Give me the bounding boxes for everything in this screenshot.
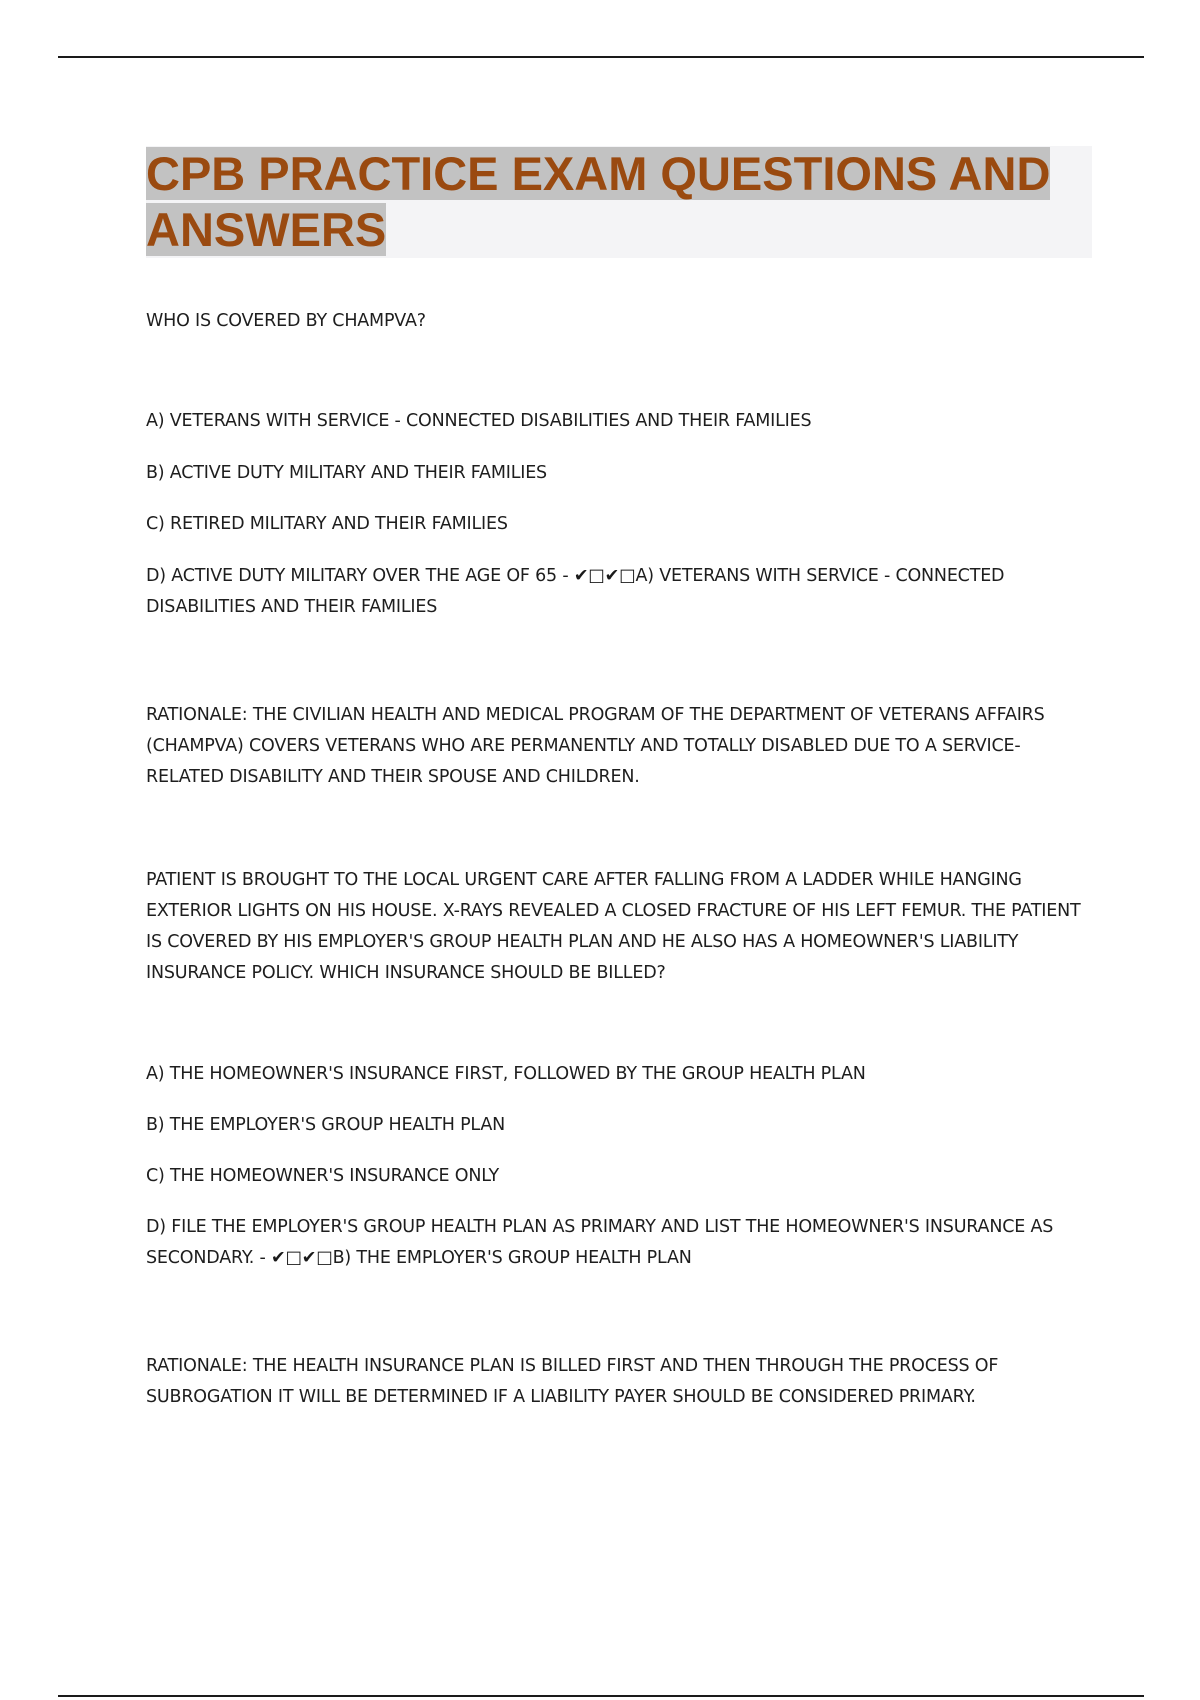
top-rule: [58, 56, 1144, 58]
question-2-option-d: D) FILE THE EMPLOYER'S GROUP HEALTH PLAN AS PRIMARY AND LIST THE HOMEOWNER'S INSURANCE AS SECONDARY. -: [146, 1217, 1054, 1268]
question-2-answer: B) THE EMPLOYER'S GROUP HEALTH PLAN: [332, 1248, 692, 1268]
question-1-option-d-with-answer: [146, 561, 1086, 623]
question-2-option-d-with-answer: [146, 1212, 1086, 1274]
bottom-rule: [58, 1695, 1144, 1697]
question-1-option-a: A) VETERANS WITH SERVICE - CONNECTED DISABILITIES AND THEIR FAMILIES: [146, 411, 812, 431]
question-2-option-a: A) THE HOMEOWNER'S INSURANCE FIRST, FOLLOWED BY THE GROUP HEALTH PLAN: [146, 1064, 866, 1084]
document-title-text: CPB PRACTICE EXAM QUESTIONS AND ANSWERS: [146, 147, 1051, 256]
question-1-rationale: RATIONALE: THE CIVILIAN HEALTH AND MEDICAL PROGRAM OF THE DEPARTMENT OF VETERANS AFFAIRS (CHAMPVA) COVERS VETERANS WHO ARE PERMANENTLY AND TOTALLY DISABLED DUE TO A SERVICE-RELATED DISABILITY AND THEIR SPOUSE AND CHILDREN.: [146, 705, 1045, 787]
question-2-rationale: RATIONALE: THE HEALTH INSURANCE PLAN IS BILLED FIRST AND THEN THROUGH THE PROCESS OF SUBROGATION IT WILL BE DETERMINED IF A LIABILITY PAYER SHOULD BE CONSIDERED PRIMARY.: [146, 1356, 999, 1407]
question-2: PATIENT IS BROUGHT TO THE LOCAL URGENT CARE AFTER FALLING FROM A LADDER WHILE HANGING EXTERIOR LIGHTS ON HIS HOUSE. X-RAYS REVEALED A CLOSED FRACTURE OF HIS LEFT FEMUR. THE PATIENT IS COVERED BY HIS EMPLOYER'S GROUP HEALTH PLAN AND HE ALSO HAS A HOMEOWNER'S LIABILITY INSURANCE POLICY. WHICH INSURANCE SHOULD BE BILLED?: [146, 870, 1081, 983]
question-2-option-b: B) THE EMPLOYER'S GROUP HEALTH PLAN: [146, 1115, 506, 1135]
question-1-option-b: B) ACTIVE DUTY MILITARY AND THEIR FAMILIES: [146, 463, 547, 483]
question-2-option-c: C) THE HOMEOWNER'S INSURANCE ONLY: [146, 1166, 499, 1186]
question-1: WHO IS COVERED BY CHAMPVA?: [146, 311, 426, 331]
question-1-option-c: C) RETIRED MILITARY AND THEIR FAMILIES: [146, 514, 508, 534]
question-1-option-d: D) ACTIVE DUTY MILITARY OVER THE AGE OF 65 -: [146, 566, 574, 586]
title-block: [146, 146, 1092, 258]
question-1-answer: A) VETERANS WITH SERVICE - CONNECTED DISABILITIES AND THEIR FAMILIES: [146, 566, 1005, 617]
document-title: [146, 146, 1092, 258]
answer-check-icon: ✔□✔□: [573, 566, 636, 586]
answer-check-icon: ✔□✔□: [270, 1248, 333, 1268]
